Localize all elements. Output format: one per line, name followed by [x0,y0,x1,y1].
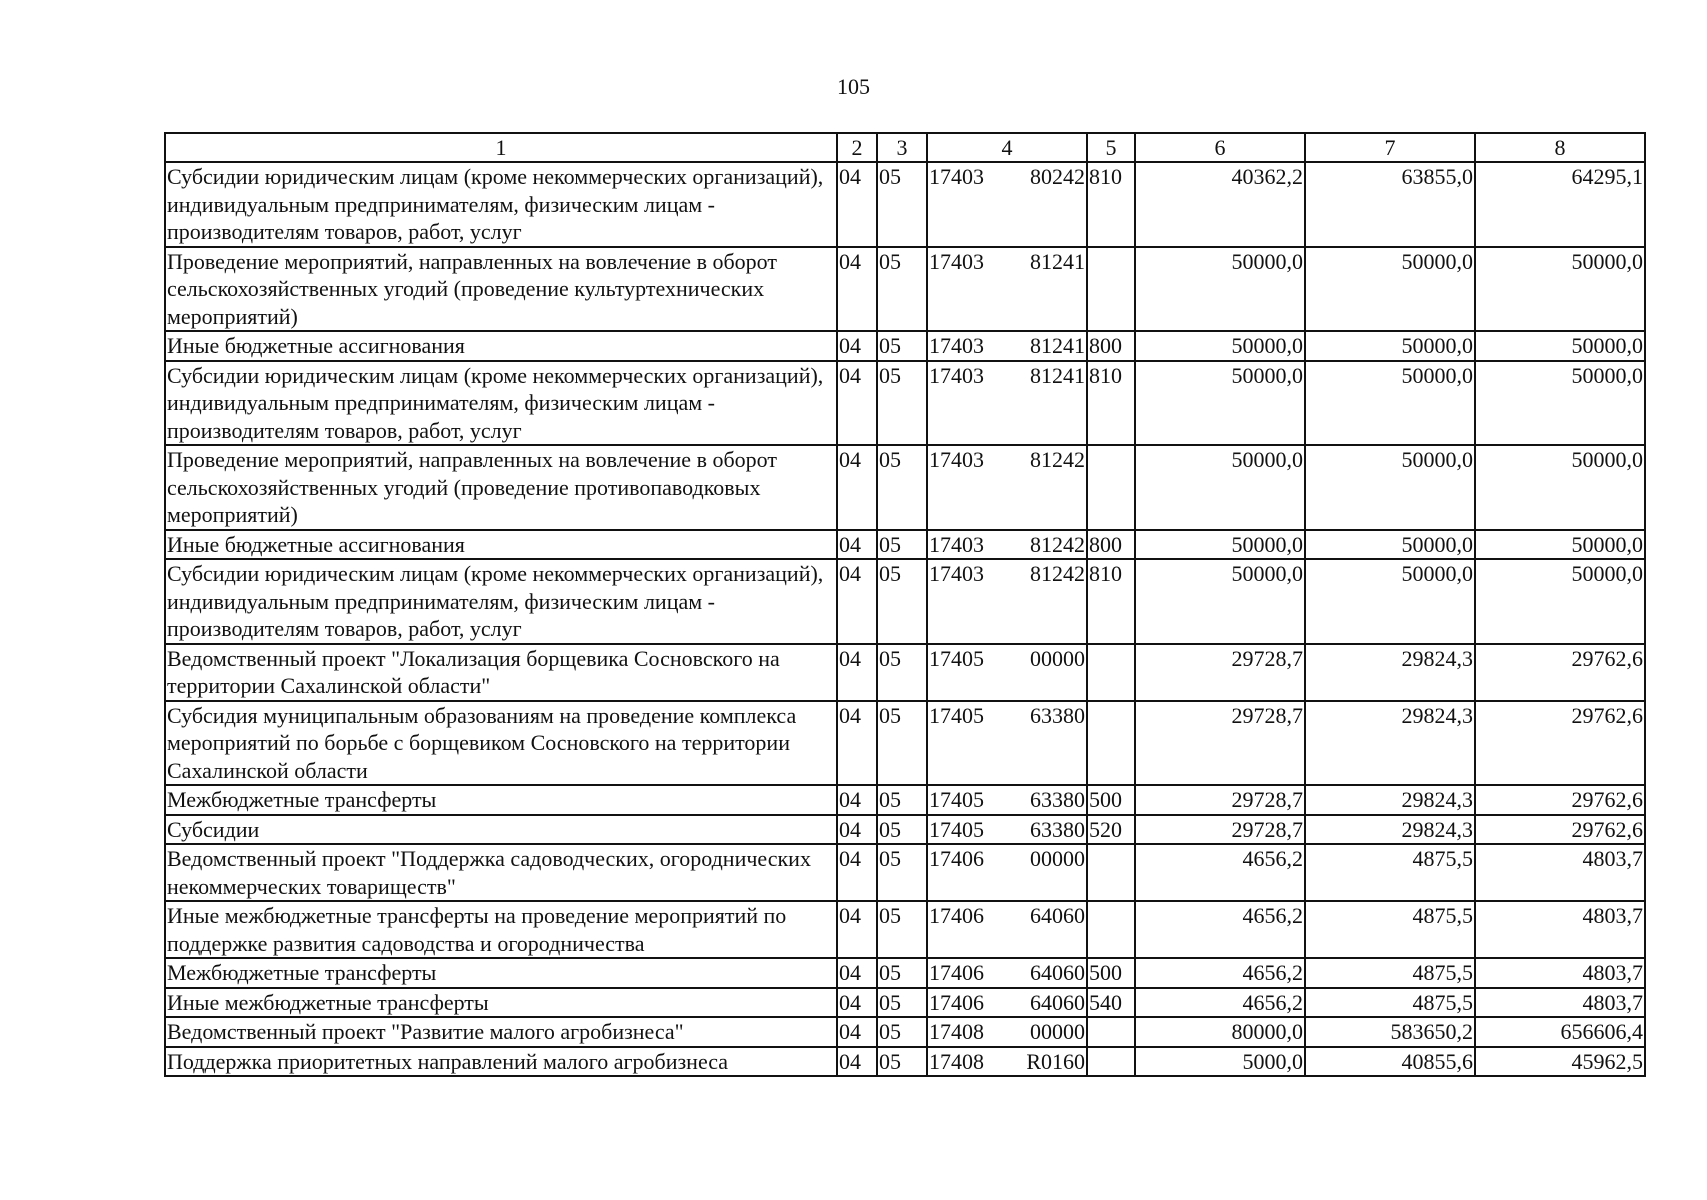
code-program: 17406 [929,846,984,871]
code-expense-type [1087,247,1135,332]
amount-col-6: 50000,0 [1135,530,1305,560]
row-name: Иные межбюджетные трансферты на проведение мероприятий по поддержке развития садоводства и огородничества [165,901,837,958]
code-expense-type: 500 [1087,785,1135,815]
amount-col-7: 50000,0 [1305,530,1475,560]
amount-col-6: 5000,0 [1135,1047,1305,1077]
row-name: Субсидии юридическим лицам (кроме некоммерческих организаций), индивидуальным предпринимателям, физическим лицам - производителям товаров, работ, услуг [165,361,837,446]
column-header: 5 [1087,133,1135,162]
code-section: 04 [837,559,877,644]
code-program: 17406 [929,989,984,1015]
amount-col-7: 63855,0 [1305,162,1475,247]
amount-col-7: 4875,5 [1305,988,1475,1018]
amount-col-7: 50000,0 [1305,559,1475,644]
code-expense-type [1087,644,1135,701]
amount-col-7: 4875,5 [1305,844,1475,901]
code-target-article [927,701,1087,786]
table-row [165,644,1645,701]
code-expense-type [1087,844,1135,901]
code-program: 17405 [929,702,984,728]
amount-col-8: 64295,1 [1475,162,1645,247]
code-subsection: 05 [877,1017,927,1047]
code-expense-type: 500 [1087,958,1135,988]
code-section: 04 [837,785,877,815]
amount-col-7: 50000,0 [1305,331,1475,361]
code-direction: 81241 [1030,248,1085,274]
code-direction: 81242 [1030,531,1085,557]
code-expense-type: 800 [1087,331,1135,361]
code-direction: 00000 [1030,846,1085,871]
amount-col-8: 29762,6 [1475,785,1645,815]
code-section: 04 [837,445,877,530]
code-direction: 80242 [1030,164,1085,189]
code-subsection: 05 [877,785,927,815]
code-program: 17403 [929,561,984,586]
code-program: 17405 [929,787,984,812]
code-target-article [927,844,1087,901]
amount-col-6: 50000,0 [1135,331,1305,361]
code-target-article [927,785,1087,815]
table-row [165,958,1645,988]
amount-col-6: 80000,0 [1135,1017,1305,1047]
code-section: 04 [837,247,877,332]
code-program: 17405 [929,645,984,671]
code-target-article [927,361,1087,446]
column-header: 4 [927,133,1087,162]
code-subsection: 05 [877,445,927,530]
code-direction: 63380 [1030,787,1085,812]
row-name: Проведение мероприятий, направленных на вовлечение в оборот сельскохозяйственных угодий (проведение противопаводковых мероприятий) [165,445,837,530]
column-header: 2 [837,133,877,162]
amount-col-8: 50000,0 [1475,247,1645,332]
amount-col-7: 4875,5 [1305,901,1475,958]
row-name: Субсидия муниципальным образованиям на проведение комплекса мероприятий по борьбе с борщевиком Сосновского на территории Сахалинской области [165,701,837,786]
code-subsection: 05 [877,815,927,845]
amount-col-6: 4656,2 [1135,988,1305,1018]
code-program: 17403 [929,333,984,358]
code-section: 04 [837,701,877,786]
code-section: 04 [837,815,877,845]
amount-col-7: 29824,3 [1305,815,1475,845]
amount-col-8: 50000,0 [1475,445,1645,530]
code-expense-type [1087,445,1135,530]
amount-col-6: 50000,0 [1135,559,1305,644]
table-row [165,988,1645,1018]
table-row [165,1017,1645,1047]
table-row [165,361,1645,446]
row-name: Поддержка приоритетных направлений малого агробизнеса [165,1047,837,1077]
column-header: 6 [1135,133,1305,162]
code-program: 17403 [929,531,984,557]
code-target-article [927,331,1087,361]
amount-col-6: 50000,0 [1135,247,1305,332]
code-target-article [927,162,1087,247]
code-target-article [927,445,1087,530]
code-direction: 64060 [1030,989,1085,1015]
code-expense-type: 800 [1087,530,1135,560]
code-subsection: 05 [877,530,927,560]
amount-col-7: 583650,2 [1305,1017,1475,1047]
code-program: 17406 [929,903,984,928]
code-target-article [927,559,1087,644]
code-target-article [927,1047,1087,1077]
amount-col-7: 29824,3 [1305,785,1475,815]
code-section: 04 [837,901,877,958]
amount-col-8: 4803,7 [1475,958,1645,988]
code-direction: 64060 [1030,903,1085,928]
amount-col-8: 29762,6 [1475,644,1645,701]
table-row [165,445,1645,530]
code-direction: 81241 [1030,362,1085,388]
code-section: 04 [837,958,877,988]
amount-col-8: 50000,0 [1475,530,1645,560]
column-header: 7 [1305,133,1475,162]
amount-col-6: 50000,0 [1135,361,1305,446]
column-header: 1 [165,133,837,162]
row-name: Иные межбюджетные трансферты [165,988,837,1018]
code-section: 04 [837,361,877,446]
amount-col-8: 50000,0 [1475,559,1645,644]
code-target-article [927,901,1087,958]
code-target-article [927,1017,1087,1047]
amount-col-6: 50000,0 [1135,445,1305,530]
code-expense-type [1087,1047,1135,1077]
row-name: Иные бюджетные ассигнования [165,530,837,560]
code-section: 04 [837,644,877,701]
amount-col-6: 4656,2 [1135,901,1305,958]
amount-col-6: 40362,2 [1135,162,1305,247]
amount-col-7: 50000,0 [1305,247,1475,332]
code-program: 17403 [929,248,984,274]
amount-col-8: 29762,6 [1475,701,1645,786]
code-program: 17405 [929,816,984,842]
amount-col-8: 29762,6 [1475,815,1645,845]
code-subsection: 05 [877,559,927,644]
code-subsection: 05 [877,901,927,958]
code-expense-type [1087,1017,1135,1047]
amount-col-8: 4803,7 [1475,844,1645,901]
code-section: 04 [837,844,877,901]
row-name: Межбюджетные трансферты [165,785,837,815]
code-direction: 00000 [1030,645,1085,671]
row-name: Субсидии [165,815,837,845]
code-target-article [927,958,1087,988]
amount-col-7: 50000,0 [1305,445,1475,530]
amount-col-8: 4803,7 [1475,901,1645,958]
code-program: 17403 [929,362,984,388]
table-row [165,331,1645,361]
table-row [165,162,1645,247]
amount-col-7: 29824,3 [1305,701,1475,786]
code-program: 17403 [929,447,984,472]
amount-col-7: 50000,0 [1305,361,1475,446]
code-expense-type [1087,901,1135,958]
code-direction: 64060 [1030,960,1085,985]
code-subsection: 05 [877,361,927,446]
code-program: 17406 [929,960,984,985]
code-subsection: 05 [877,958,927,988]
code-direction: 63380 [1030,702,1085,728]
amount-col-8: 50000,0 [1475,361,1645,446]
page-number: 105 [837,74,870,99]
table-row [165,844,1645,901]
code-subsection: 05 [877,701,927,786]
table-row [165,901,1645,958]
code-target-article [927,815,1087,845]
code-section: 04 [837,162,877,247]
code-expense-type: 520 [1087,815,1135,845]
row-name: Иные бюджетные ассигнования [165,331,837,361]
code-section: 04 [837,1047,877,1077]
code-section: 04 [837,331,877,361]
code-section: 04 [837,988,877,1018]
amount-col-7: 4875,5 [1305,958,1475,988]
code-target-article [927,988,1087,1018]
amount-col-6: 4656,2 [1135,844,1305,901]
code-section: 04 [837,530,877,560]
code-expense-type: 810 [1087,162,1135,247]
code-program: 17408 [929,1019,984,1044]
code-subsection: 05 [877,247,927,332]
code-subsection: 05 [877,988,927,1018]
code-direction: R0160 [1026,1048,1085,1074]
code-expense-type [1087,701,1135,786]
row-name: Проведение мероприятий, направленных на вовлечение в оборот сельскохозяйственных угодий (проведение культуртехнических мероприятий) [165,247,837,332]
table-row [165,1047,1645,1077]
amount-col-8: 50000,0 [1475,331,1645,361]
code-target-article [927,530,1087,560]
code-direction: 63380 [1030,816,1085,842]
code-expense-type: 810 [1087,559,1135,644]
code-target-article [927,247,1087,332]
amount-col-7: 29824,3 [1305,644,1475,701]
row-name: Субсидии юридическим лицам (кроме некоммерческих организаций), индивидуальным предпринимателям, физическим лицам - производителям товаров, работ, услуг [165,162,837,247]
amount-col-6: 29728,7 [1135,701,1305,786]
table-row [165,785,1645,815]
code-direction: 81241 [1030,333,1085,358]
code-program: 17408 [929,1048,984,1074]
row-name: Ведомственный проект "Развитие малого агробизнеса" [165,1017,837,1047]
amount-col-8: 656606,4 [1475,1017,1645,1047]
table-row [165,701,1645,786]
column-header: 3 [877,133,927,162]
table-body [165,162,1645,1076]
amount-col-6: 29728,7 [1135,644,1305,701]
table-row [165,559,1645,644]
budget-table [164,132,1646,1077]
code-section: 04 [837,1017,877,1047]
row-name: Ведомственный проект "Локализация борщевика Сосновского на территории Сахалинской области" [165,644,837,701]
code-subsection: 05 [877,844,927,901]
column-header: 8 [1475,133,1645,162]
code-expense-type: 540 [1087,988,1135,1018]
table-row [165,247,1645,332]
table-row [165,530,1645,560]
code-target-article [927,644,1087,701]
amount-col-6: 29728,7 [1135,815,1305,845]
row-name: Субсидии юридическим лицам (кроме некоммерческих организаций), индивидуальным предпринимателям, физическим лицам - производителям товаров, работ, услуг [165,559,837,644]
code-program: 17403 [929,164,984,189]
code-subsection: 05 [877,331,927,361]
amount-col-7: 40855,6 [1305,1047,1475,1077]
row-name: Ведомственный проект "Поддержка садоводческих, огороднических некоммерческих товариществ" [165,844,837,901]
table-header-row [165,133,1645,162]
amount-col-6: 4656,2 [1135,958,1305,988]
code-subsection: 05 [877,162,927,247]
amount-col-6: 29728,7 [1135,785,1305,815]
code-direction: 00000 [1030,1019,1085,1044]
code-expense-type: 810 [1087,361,1135,446]
code-subsection: 05 [877,1047,927,1077]
amount-col-8: 4803,7 [1475,988,1645,1018]
amount-col-8: 45962,5 [1475,1047,1645,1077]
code-subsection: 05 [877,644,927,701]
code-direction: 81242 [1030,447,1085,472]
code-direction: 81242 [1030,561,1085,586]
row-name: Межбюджетные трансферты [165,958,837,988]
table-row [165,815,1645,845]
